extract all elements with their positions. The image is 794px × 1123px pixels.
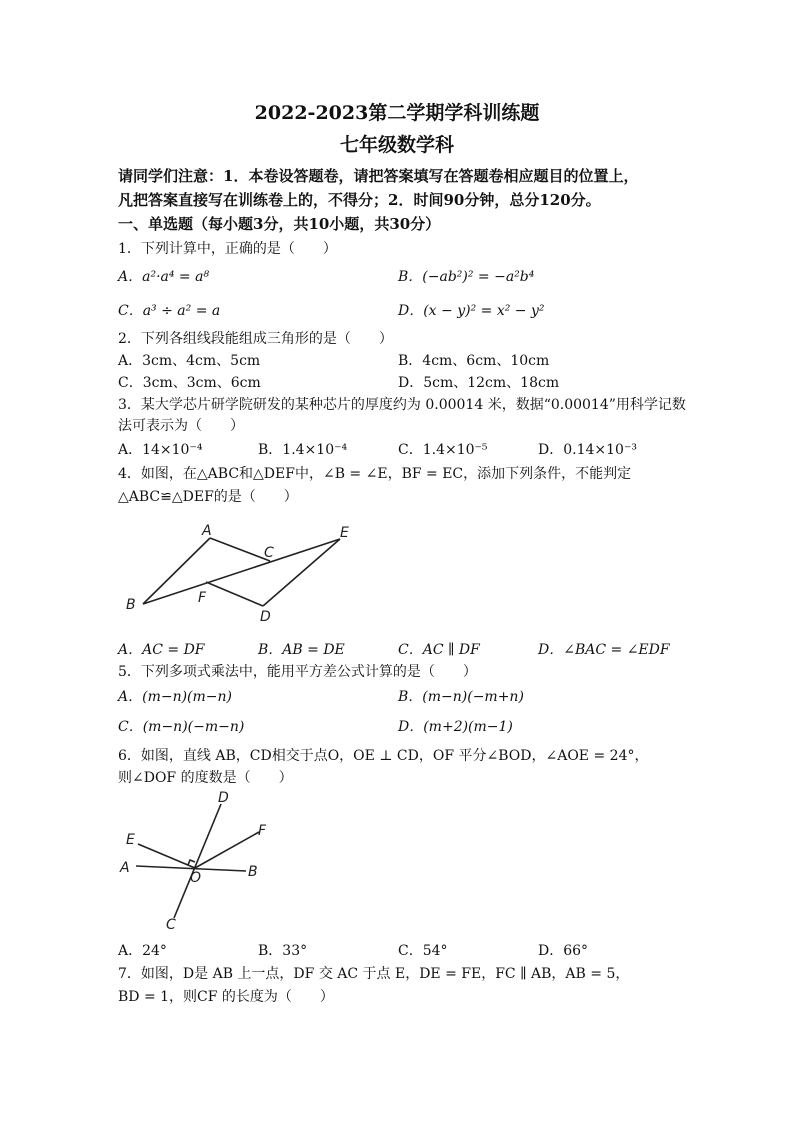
q3-stem-line-2: 法可表示为（ ） xyxy=(118,418,244,434)
q7-stem-line-2: BD = 1，则CF 的长度为（ ） xyxy=(118,989,334,1005)
line-cd xyxy=(174,804,221,918)
q6-label-a: A xyxy=(120,860,130,876)
right-angle-mark xyxy=(188,860,195,865)
q4-label-f: F xyxy=(198,590,207,606)
q2-stem: 2．下列各组线段能组成三角形的是（ ） xyxy=(118,331,393,347)
segment-df xyxy=(206,582,263,606)
q5-option-b: B．(m−n)(−m+n) xyxy=(398,689,524,705)
q6-option-d: D．66° xyxy=(538,943,589,959)
q2-option-c: C．3cm、3cm、6cm xyxy=(118,375,261,391)
q4-option-a: A．AC = DF xyxy=(118,642,205,658)
q6-option-a: A．24° xyxy=(118,943,167,959)
q6-label-c: C xyxy=(166,917,176,933)
q3-option-d: D．0.14×10⁻³ xyxy=(538,442,637,458)
q6-label-o: O xyxy=(190,870,202,886)
section-heading: 一、单选题（每小题3分，共10小题，共30分） xyxy=(118,215,441,233)
exam-title: 2022-2023第二学期学科训练题 xyxy=(254,102,540,124)
q5-option-d: D．(m+2)(m−1) xyxy=(398,719,513,735)
q4-option-b: B．AB = DE xyxy=(258,642,345,658)
q4-label-a: A xyxy=(202,523,212,539)
q6-label-d: D xyxy=(218,790,229,806)
q3-option-c: C．1.4×10⁻⁵ xyxy=(398,442,488,458)
q4-label-c: C xyxy=(264,545,274,561)
q6-label-f: F xyxy=(258,823,267,839)
segment-ac xyxy=(210,538,270,561)
q4-label-d: D xyxy=(260,609,271,625)
q1-option-c: C．a³ ÷ a² = a xyxy=(118,303,221,319)
q6-option-b: B．33° xyxy=(258,943,308,959)
q6-stem-line-1: 6．如图，直线 AB，CD相交于点O，OE ⊥ CD，OF 平分∠BOD，∠AOE = 24°， xyxy=(118,748,649,764)
exam-subtitle: 七年级数学科 xyxy=(339,134,454,156)
q5-stem: 5．下列多项式乘法中，能用平方差公式计算的是（ ） xyxy=(118,664,477,680)
q4-option-c: C．AC ∥ DF xyxy=(398,642,480,658)
q2-option-a: A．3cm、4cm、5cm xyxy=(118,353,261,369)
q1-stem: 1．下列计算中，正确的是（ ） xyxy=(118,241,337,257)
segment-ed xyxy=(263,539,340,606)
q3-option-a: A．14×10⁻⁴ xyxy=(118,442,203,458)
q6-option-c: C．54° xyxy=(398,943,448,959)
q2-option-d: D．5cm、12cm、18cm xyxy=(398,375,560,391)
q3-option-b: B．1.4×10⁻⁴ xyxy=(258,442,348,458)
q4-label-e: E xyxy=(340,525,349,541)
q4-option-d: D．∠BAC = ∠EDF xyxy=(538,642,670,658)
ray-oe xyxy=(138,844,195,868)
q3-stem-line-1: 3．某大学芯片研学院研发的某种芯片的厚度约为 0.00014 米，数据“0.00014”用科学记数 xyxy=(118,397,686,413)
notice-line-2: 凡把答案直接写在训练卷上的，不得分；2．时间90分钟，总分120分。 xyxy=(118,191,601,209)
q1-option-b: B．(−ab²)² = −a²b⁴ xyxy=(398,269,535,285)
q1-option-a: A．a²·a⁴ = a⁸ xyxy=(118,269,210,285)
q5-option-c: C．(m−n)(−m−n) xyxy=(118,719,245,735)
q2-option-b: B．4cm、6cm、10cm xyxy=(398,353,550,369)
q6-figure xyxy=(118,790,278,935)
segment-be xyxy=(143,539,340,604)
q6-label-b: B xyxy=(248,864,258,880)
q7-stem-line-1: 7．如图，D是 AB 上一点，DF 交 AC 于点 E，DE = FE，FC ∥ AB，AB = 5， xyxy=(118,966,630,982)
q4-stem-line-1: 4．如图，在△ABC和△DEF中，∠B = ∠E，BF = EC，添加下列条件，不能判定 xyxy=(118,466,632,482)
q4-figure xyxy=(118,515,368,625)
q6-label-e: E xyxy=(126,832,135,848)
q6-stem-line-2: 则∠DOF 的度数是（ ） xyxy=(118,770,293,786)
ray-of xyxy=(195,832,259,868)
q4-stem-line-2: △ABC≌△DEF的是（ ） xyxy=(118,489,298,505)
q4-label-b: B xyxy=(126,597,136,613)
q5-option-a: A．(m−n)(m−n) xyxy=(118,689,233,705)
notice-line-1: 请同学们注意：1．本卷设答题卷，请把答案填写在答题卷相应题目的位置上， xyxy=(118,167,639,185)
q1-option-d: D．(x − y)² = x² − y² xyxy=(398,303,545,319)
